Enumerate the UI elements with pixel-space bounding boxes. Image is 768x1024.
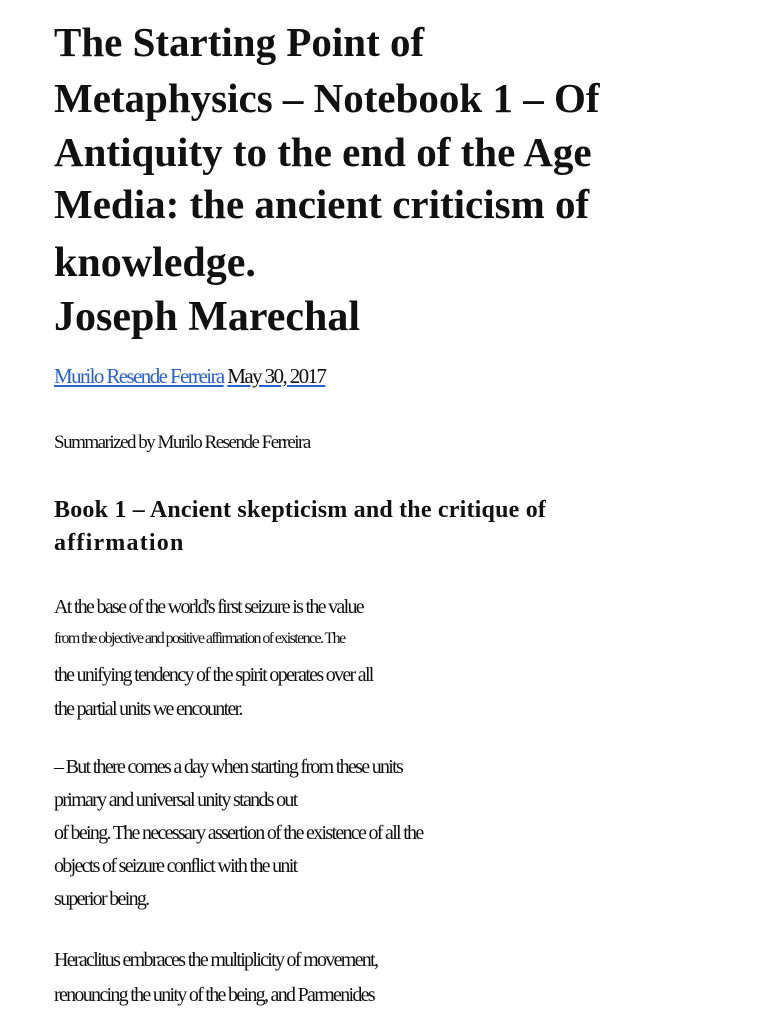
title-author-line: Joseph Marechal <box>54 294 361 340</box>
paragraph-line: superior being. <box>54 888 149 910</box>
paragraph-line: the partial units we encounter. <box>54 698 242 720</box>
paragraph-line: of being. The necessary assertion of the existence of all the <box>54 822 423 844</box>
section-heading-line: affirmation <box>54 530 185 556</box>
title-line: knowledge. <box>54 240 256 286</box>
title-line: Antiquity to the end of the Age <box>54 129 592 175</box>
title-line: Metaphysics – Notebook 1 – Of <box>54 75 600 121</box>
paragraph-line: – But there comes a day when starting from these units <box>54 756 403 778</box>
byline <box>54 366 734 387</box>
paragraph-line: primary and universal unity stands out <box>54 789 297 811</box>
paragraph-line: the unifying tendency of the spirit operates over all <box>54 664 373 686</box>
publish-date: May 30, 2017 <box>227 364 326 388</box>
title-line: Media: the ancient criticism of <box>54 181 590 227</box>
paragraph-line: At the base of the world's first seizure is the value <box>54 596 363 618</box>
paragraph <box>54 949 734 1019</box>
paragraph-line: from the objective and positive affirmation of existence. The <box>54 630 345 647</box>
author-link[interactable]: Murilo Resende Ferreira <box>54 364 224 388</box>
title-line: The Starting Point of <box>54 19 425 65</box>
document-title <box>54 19 734 348</box>
paragraph <box>54 756 734 921</box>
document-page <box>54 19 734 1019</box>
section-heading <box>54 494 734 560</box>
paragraph-line: renouncing the unity of the being, and Parmenides <box>54 984 374 1006</box>
paragraph-line: objects of seizure conflict with the unit <box>54 855 297 877</box>
summary-credit: Summarized by Murilo Resende Ferreira <box>54 432 310 453</box>
paragraph <box>54 596 734 732</box>
paragraph-line: Heraclitus embraces the multiplicity of movement, <box>54 949 378 971</box>
section-heading-line: Book 1 – Ancient skepticism and the critique of <box>54 497 547 523</box>
